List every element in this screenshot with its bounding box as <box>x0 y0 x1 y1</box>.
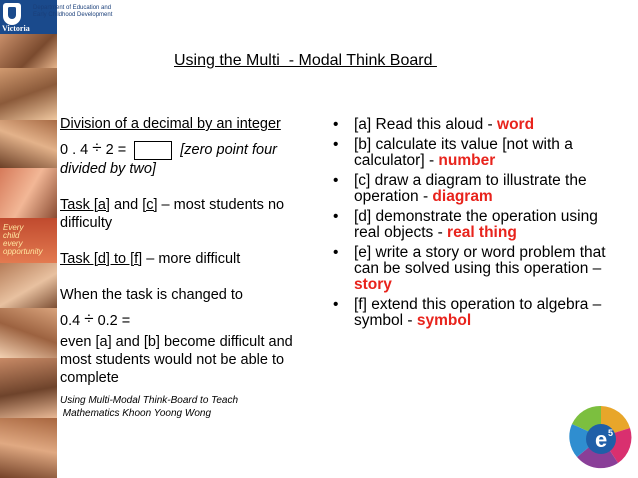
student-photo <box>0 418 57 478</box>
motto-word: Every <box>3 223 24 232</box>
motto-word: opportunity <box>3 247 43 256</box>
task-df-line <box>60 250 315 268</box>
student-photo <box>0 358 57 418</box>
equation-note: [zero point four divided by two] <box>60 142 277 177</box>
equation-1 <box>60 139 315 178</box>
item-text: [f] extend this operation to algebra – symbol - <box>354 296 602 329</box>
division-sign: ÷ <box>84 308 94 328</box>
section-heading: Division of a decimal by an integer <box>60 116 281 132</box>
bullet: • <box>333 136 339 153</box>
task-description: – more difficult <box>142 250 241 267</box>
equation-2 <box>60 310 315 330</box>
answer-box <box>134 141 172 160</box>
equation-dividend: 0.4 <box>60 312 81 329</box>
photo-strip <box>0 0 57 478</box>
department-line: Department of Education and <box>33 5 112 11</box>
student-photo <box>0 34 57 68</box>
motto <box>3 224 43 256</box>
list-item <box>333 209 623 241</box>
student-photo <box>0 263 57 308</box>
item-text: [c] draw a diagram to illustrate the operation - <box>354 172 587 205</box>
task-ac-line <box>60 196 315 232</box>
crest-icon <box>3 3 21 25</box>
list-item <box>333 173 623 205</box>
item-text: [a] Read this aloud - <box>354 116 498 133</box>
logo-superscript: 5 <box>608 428 614 438</box>
changed-text: When the task is changed to <box>60 286 243 303</box>
list-item <box>333 137 623 169</box>
e5-logo <box>568 404 634 470</box>
task-description: – most students no difficulty <box>60 196 285 231</box>
bullet: • <box>333 172 339 189</box>
list-item <box>333 297 623 329</box>
student-photo <box>0 68 57 120</box>
list-item <box>333 245 623 293</box>
department-line: Early Childhood Development <box>33 12 113 18</box>
equation-divisor: 2 = <box>105 142 127 158</box>
bullet: • <box>333 208 339 225</box>
item-keyword: real thing <box>447 224 517 241</box>
think-board-list <box>333 117 623 333</box>
item-text: [b] calculate its value [not with a calculator] - <box>354 136 573 169</box>
motto-word: child <box>3 231 20 240</box>
reference-line: Mathematics Khoon Yoong Wong <box>60 408 212 419</box>
item-keyword: number <box>438 152 496 169</box>
reference <box>60 394 238 420</box>
student-photo <box>0 120 57 168</box>
item-text: [d] demonstrate the operation using real objects - <box>354 208 598 241</box>
student-photo <box>0 168 57 218</box>
equation-divisor: 0.2 = <box>97 312 131 329</box>
item-keyword: word <box>497 116 535 133</box>
item-keyword: story <box>354 276 392 293</box>
list-item <box>333 117 623 133</box>
division-sign: ÷ <box>92 138 102 157</box>
task-connector: and <box>109 196 143 213</box>
reference-line: Using Multi-Modal Think-Board to Teach <box>60 395 239 406</box>
slide-title: Using the Multi - Modal Think Board <box>174 52 437 69</box>
student-photo <box>0 308 57 358</box>
bullet: • <box>333 116 339 133</box>
item-keyword: diagram <box>432 188 493 205</box>
logo-letter: e <box>595 427 608 452</box>
motto-word: every <box>3 239 23 248</box>
task-label: Task [a] <box>60 196 110 213</box>
item-text: [e] write a story or word problem that can be solved using this operation – <box>354 244 606 277</box>
department-name <box>33 5 112 19</box>
left-column <box>60 115 315 387</box>
state-name: Victoria <box>2 24 30 33</box>
item-keyword: symbol <box>416 312 472 329</box>
bullet: • <box>333 244 339 261</box>
equation-dividend: 0 . 4 <box>60 142 89 158</box>
task-label: Task [d] to [f] <box>60 250 143 267</box>
bullet: • <box>333 296 339 313</box>
conclusion-text: even [a] and [b] become difficult and most students would not be able to complete <box>60 333 293 386</box>
task-label: [c] <box>142 196 158 213</box>
